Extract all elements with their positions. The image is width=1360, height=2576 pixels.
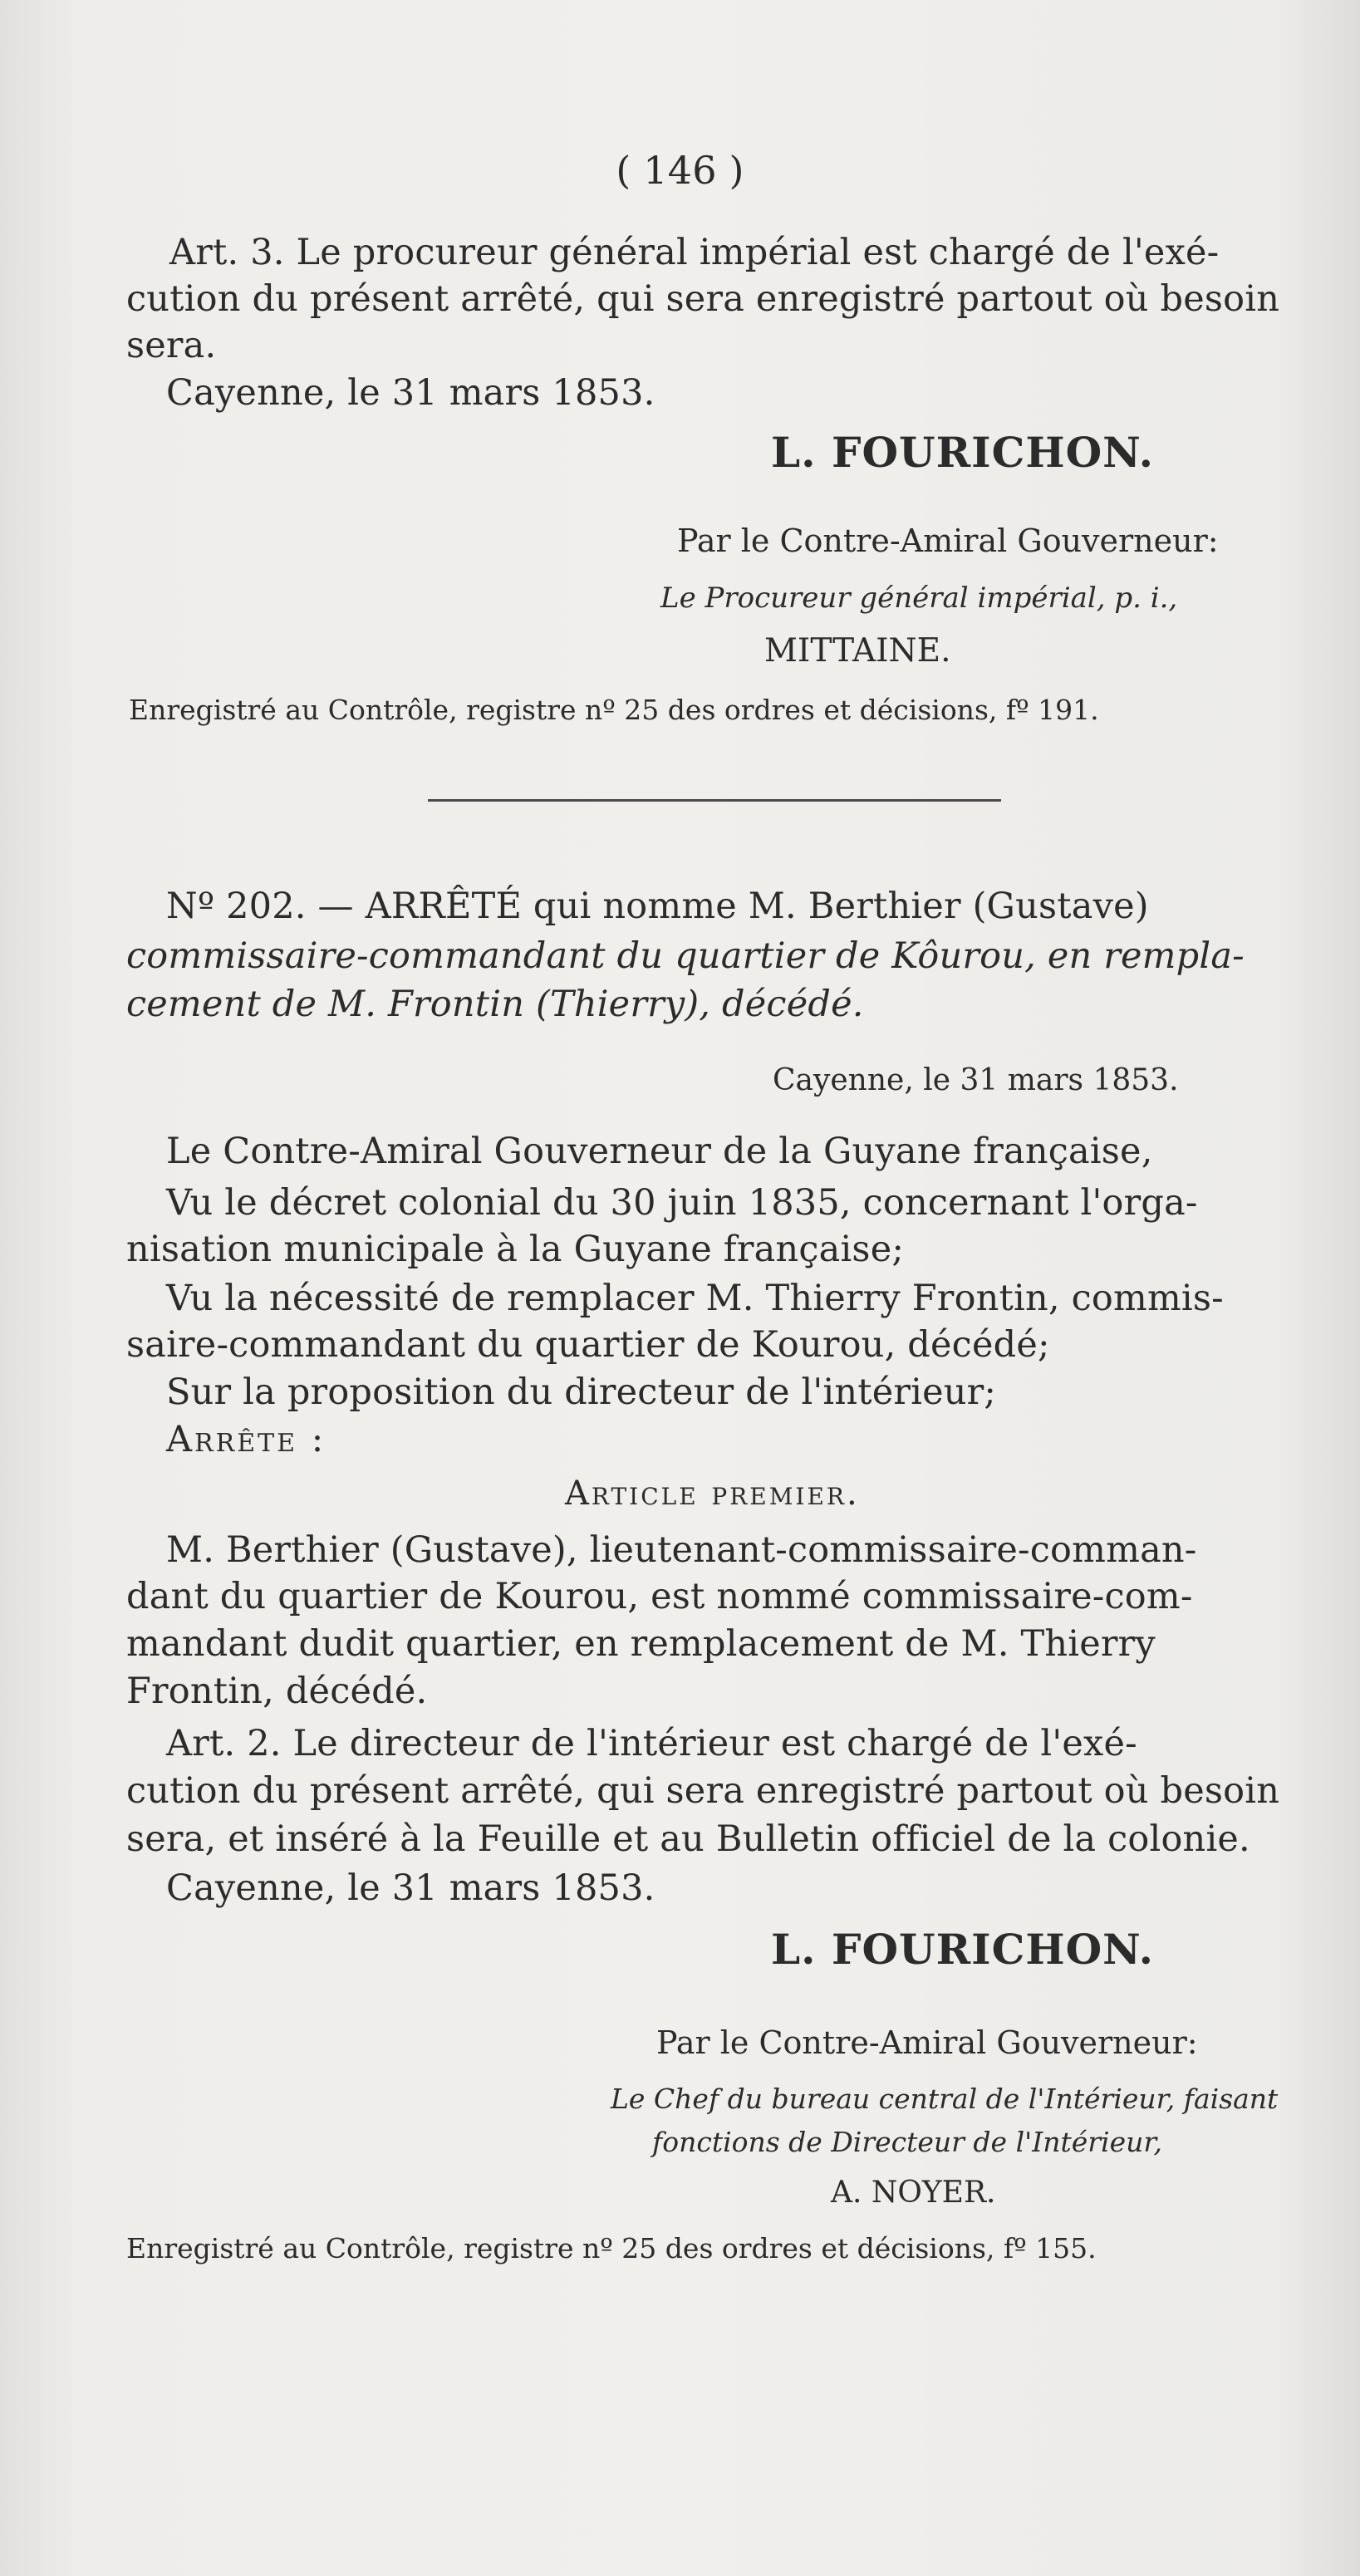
article-1-line-2: dant du quartier de Kourou, est nommé commissaire-com- (126, 1576, 1193, 1617)
article-3-line-1: Art. 3. Le procureur général impérial est chargé de l'exé- (169, 232, 1220, 273)
article-2-line-1: Art. 2. Le directeur de l'intérieur est chargé de l'exé- (166, 1723, 1137, 1764)
preamble-decret-line-1: Vu le décret colonial du 30 juin 1835, concernant l'orga- (166, 1182, 1198, 1224)
closing-signature: L. FOURICHON. (771, 1925, 1155, 1974)
official-title: Le Procureur général impérial, p. i., (660, 581, 1178, 615)
preamble-necessite-line-2: saire-commandant du quartier de Kourou, décédé; (126, 1324, 1050, 1366)
article-3-line-2: cution du présent arrêté, qui sera enregistré partout où besoin (126, 278, 1280, 320)
preamble-governor: Le Contre-Amiral Gouverneur de la Guyane française, (166, 1131, 1153, 1172)
article-2-line-2: cution du présent arrêté, qui sera enregistré partout où besoin (126, 1770, 1280, 1812)
closing-par-line: Par le Contre-Amiral Gouverneur: (656, 2024, 1198, 2061)
page-number: ( 146 ) (616, 148, 744, 193)
arrete-label: Arrête : (166, 1419, 326, 1460)
official-name: MITTAINE. (764, 632, 951, 670)
date-line: Cayenne, le 31 mars 1853. (166, 372, 655, 414)
closing-official-name: A. NOYER. (831, 2176, 996, 2210)
closing-official-line-1: Le Chef du bureau central de l'Intérieur, faisant (611, 2083, 1279, 2115)
registration-note: Enregistré au Contrôle, registre nº 25 des ordres et décisions, fº 191. (129, 694, 1099, 726)
closing-registration-note: Enregistré au Contrôle, registre nº 25 des ordres et décisions, fº 155. (126, 2232, 1097, 2264)
preamble-decret-line-2: nisation municipale à la Guyane française; (126, 1229, 905, 1270)
preamble-necessite-line-1: Vu la nécessité de remplacer M. Thierry Frontin, commis- (166, 1278, 1224, 1319)
arrete-title-line-1: Nº 202. — ARRÊTÉ qui nomme M. Berthier (Gustave) (166, 886, 1149, 927)
article-3-line-3: sera. (126, 325, 217, 366)
article-2-line-3: sera, et inséré à la Feuille et au Bulletin officiel de la colonie. (126, 1818, 1250, 1860)
article-1-line-4: Frontin, décédé. (126, 1671, 428, 1712)
par-line: Par le Contre-Amiral Gouverneur: (677, 523, 1219, 559)
preamble-proposition: Sur la proposition du directeur de l'intérieur; (166, 1371, 997, 1413)
article-1-line-3: mandant dudit quartier, en remplacement de M. Thierry (126, 1623, 1156, 1665)
arrete-dateline: Cayenne, le 31 mars 1853. (773, 1063, 1179, 1097)
article-1-line-1: M. Berthier (Gustave), lieutenant-commissaire-comman- (166, 1529, 1197, 1571)
closing-date: Cayenne, le 31 mars 1853. (166, 1867, 655, 1909)
closing-official-line-2: fonctions de Directeur de l'Intérieur, (652, 2126, 1163, 2158)
governor-signature: L. FOURICHON. (771, 428, 1155, 477)
section-divider (428, 799, 1001, 802)
arrete-title-line-3: cement de M. Frontin (Thierry), décédé. (126, 984, 864, 1025)
article-heading: Article premier. (565, 1474, 860, 1513)
arrete-title-line-2: commissaire-commandant du quartier de Kôurou, en rempla- (126, 935, 1245, 977)
